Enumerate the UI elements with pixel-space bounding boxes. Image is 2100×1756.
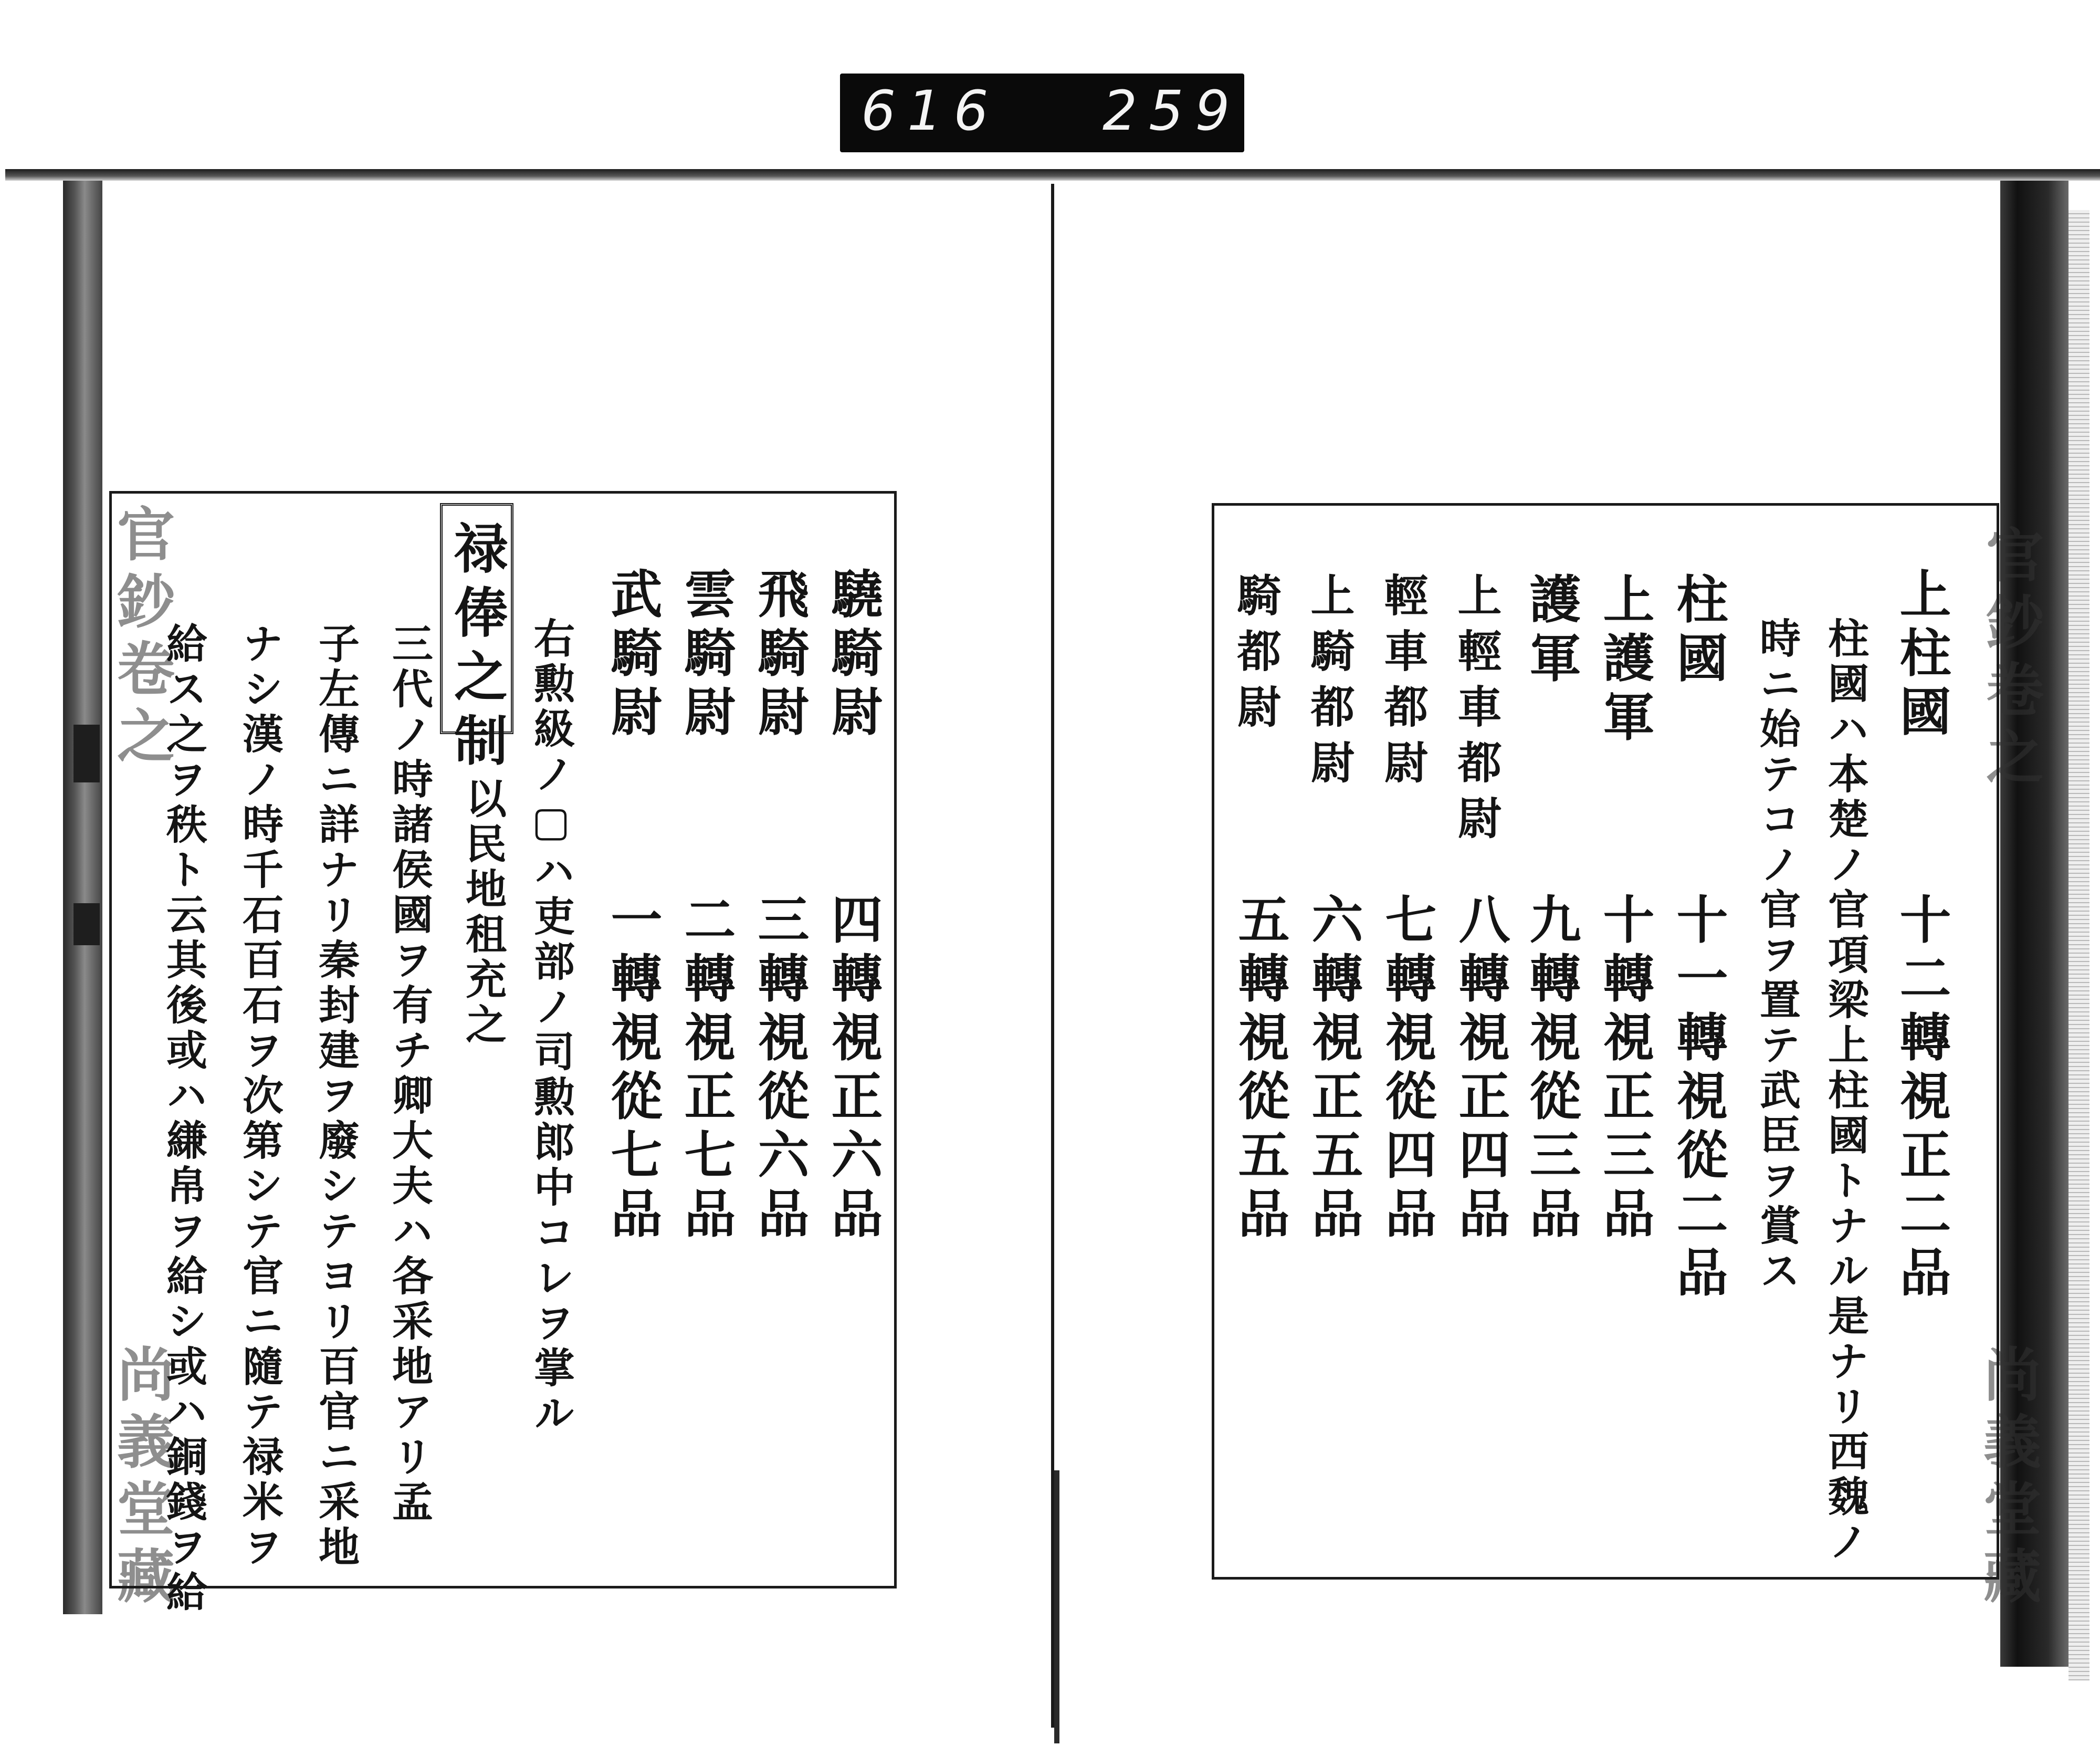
rank-grade: 七轉視從四品 [1377, 893, 1437, 1246]
rank-heading: 上騎都尉 [1304, 572, 1356, 795]
right-edge-book-title: 官鈔卷之 [1977, 525, 2044, 794]
rank-heading: 騎都尉 [1230, 572, 1282, 739]
rank-heading: 上護軍 [1594, 572, 1655, 749]
commentary-line: 柱國ハ本楚ノ官項梁上柱國トナル是ナリ西魏ノ [1821, 617, 1869, 1565]
rank-heading: 驍騎尉 [823, 567, 883, 744]
rank-grade: 五轉視從五品 [1230, 893, 1290, 1246]
rank-grade: 八轉視正四品 [1450, 893, 1510, 1246]
gutter-shadow [1054, 1470, 1059, 1743]
reel-number: 616 [861, 79, 1000, 143]
section-title: 禄俸之制 [445, 520, 508, 777]
rank-grade: 二轉視正七品 [676, 893, 736, 1246]
right-page-fore-edge [2068, 210, 2090, 1680]
rank-grade: 十二轉視正二品 [1891, 893, 1951, 1304]
commentary-line: 時ニ始テコノ官ヲ置テ武臣ヲ賞ス [1753, 617, 1801, 1294]
rank-heading: 柱國 [1668, 572, 1728, 690]
right-edge-publisher: 尚義堂藏 [1974, 1344, 2042, 1613]
left-cover-edge [63, 181, 102, 1614]
rank-grade: 十轉視正三品 [1594, 893, 1655, 1246]
left-edge-publisher: 尚義堂藏 [108, 1344, 175, 1613]
section-title-box [440, 503, 513, 777]
rank-heading: 護軍 [1521, 572, 1581, 690]
film-frame-label [840, 74, 1244, 152]
left-cover-spot [74, 903, 100, 945]
rank-heading: 上柱國 [1891, 567, 1951, 744]
body-line: 給ス之ヲ秩ト云其後或ハ縑帛ヲ給シ或ハ銅錢ヲ給 [160, 622, 207, 1616]
rank-heading: 飛騎尉 [749, 567, 810, 744]
section-subtitle: 以民地租充之 [459, 777, 507, 1048]
summary-line: 右勲級ノ▢ハ吏部ノ司勲郎中コレヲ掌ル [527, 617, 575, 1437]
rank-grade: 三轉視從六品 [749, 893, 810, 1246]
body-line: 三代ノ時諸侯國ヲ有チ卿大夫ハ各采地アリ孟 [385, 622, 433, 1525]
book-top-edge [5, 169, 2100, 181]
left-edge-book-title: 官鈔卷之 [108, 504, 175, 773]
left-cover-spot [74, 725, 100, 782]
frame-number: 259 [1102, 79, 1242, 143]
body-line: ナシ漢ノ時千石百石ヲ次第シテ官ニ隨テ禄米ヲ [236, 622, 284, 1571]
body-line: 子左傳ニ詳ナリ秦封建ヲ廢シテヨリ百官ニ采地 [312, 622, 360, 1571]
rank-grade: 四轉視正六品 [823, 893, 883, 1246]
rank-heading: 雲騎尉 [676, 567, 736, 744]
rank-heading: 武騎尉 [602, 567, 663, 744]
rank-heading: 上輕車都尉 [1451, 572, 1503, 851]
rank-grade: 六轉視正五品 [1303, 893, 1363, 1246]
rank-grade: 九轉視從三品 [1521, 893, 1581, 1246]
rank-grade: 十一轉視從二品 [1668, 893, 1728, 1304]
rank-grade: 一轉視從七品 [602, 893, 663, 1246]
rank-heading: 輕車都尉 [1377, 572, 1429, 795]
